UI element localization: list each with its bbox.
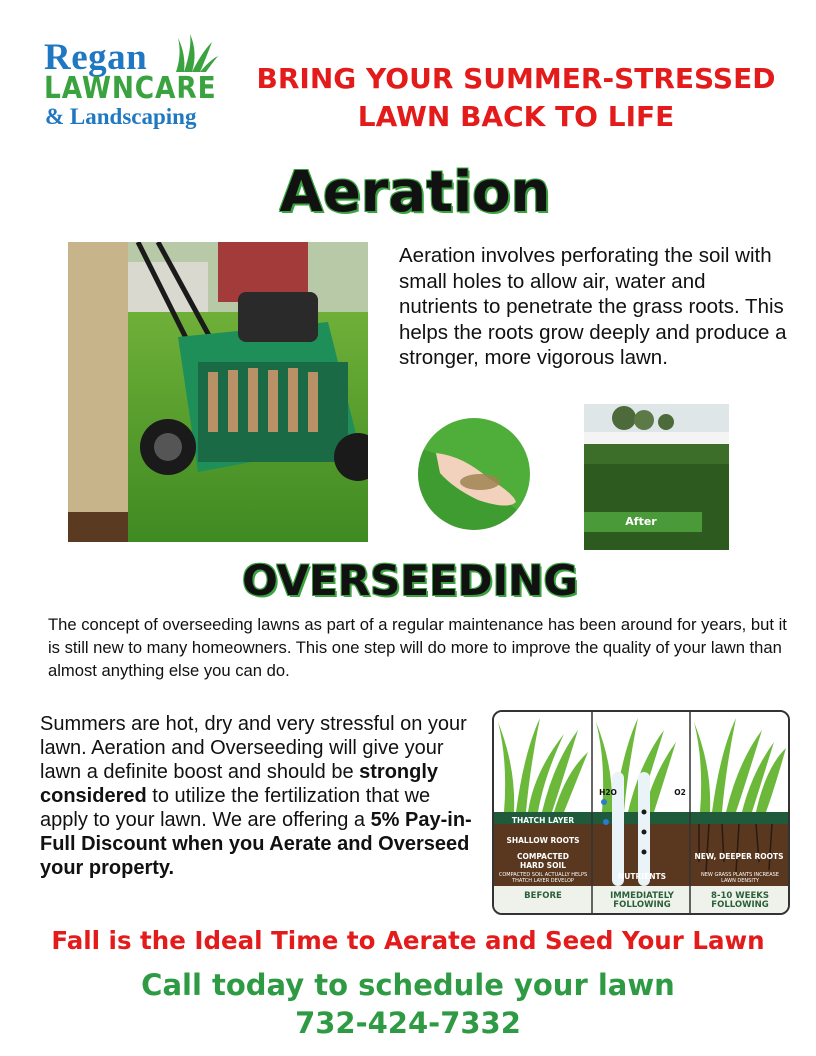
summer-text-part-1: Summers are hot, dry and very stressful on your lawn. Aeration and Overseeding will give your lawn a definite boost and should be: [40, 713, 467, 783]
diagram-compacted-note: COMPACTED SOIL ACTUALLY HELPS THATCH LAYER DEVELOP: [498, 872, 588, 884]
diagram-h2o-label: H2O: [599, 788, 617, 797]
company-logo: [44, 36, 234, 132]
diagram-deeper-note: NEW GRASS PLANTS INCREASE LAWN DENSITY: [701, 872, 779, 884]
summer-text-part-2: to utilize the fertilization that we apply to your lawn. We are offering a: [40, 785, 431, 831]
logo-lawncare: LAWNCARE: [44, 71, 217, 106]
grass-icon: [172, 34, 218, 74]
logo-landscaping: & Landscaping: [45, 104, 197, 129]
diagram-shallow-label: SHALLOW ROOTS: [506, 836, 580, 845]
diagram-nutrients-label: NUTRIENTS: [618, 872, 666, 881]
diagram-compacted-label: COMPACTED HARD SOIL: [517, 852, 569, 870]
after-lawn-photo: [584, 404, 729, 550]
summer-description: [40, 712, 480, 880]
diagram-weeks-label: 8-10 WEEKS FOLLOWING: [711, 891, 769, 910]
after-label: After: [584, 512, 702, 532]
fall-tagline: Fall is the Ideal Time to Aerate and Seed Your Lawn: [51, 926, 765, 955]
diagram-immediately-label: IMMEDIATELY FOLLOWING: [610, 891, 674, 910]
phone-number[interactable]: 732-424-7332: [295, 1006, 521, 1040]
diagram-thatch-label: THATCH LAYER: [511, 816, 575, 825]
aerator-photo: [68, 242, 368, 542]
aeration-diagram: [492, 710, 790, 915]
seed-hand-photo: [418, 418, 530, 530]
call-to-action: Call today to schedule your lawn: [141, 968, 675, 1002]
logo-regan: Regan: [44, 37, 148, 78]
overseeding-title: OVERSEEDING: [242, 556, 578, 605]
overseeding-description: The concept of overseeding lawns as part of a regular maintenance has been around for years, but it is still new to many homeowners. This one step will do more to improve the quality of your lawn than almost anything else you can do.: [48, 615, 787, 680]
summer-bold-1: strongly considered: [40, 761, 439, 807]
diagram-o2-label: O2: [674, 788, 686, 797]
diagram-deeper-label: NEW, DEEPER ROOTS: [694, 852, 784, 861]
aeration-description: Aeration involves perforating the soil with small holes to allow air, water and nutrients to penetrate the grass roots. This helps the roots grow deeply and produce a stronger, more vigorous lawn.: [399, 244, 787, 369]
headline-line-1: BRING YOUR SUMMER-STRESSED: [256, 62, 776, 95]
diagram-before-label: BEFORE: [524, 891, 562, 901]
headline: [236, 60, 796, 136]
summer-bold-2: 5% Pay-in-Full Discount when you Aerate and Overseed your property.: [40, 809, 472, 879]
headline-line-2: LAWN BACK TO LIFE: [357, 100, 675, 133]
aeration-title: Aeration: [279, 160, 551, 225]
